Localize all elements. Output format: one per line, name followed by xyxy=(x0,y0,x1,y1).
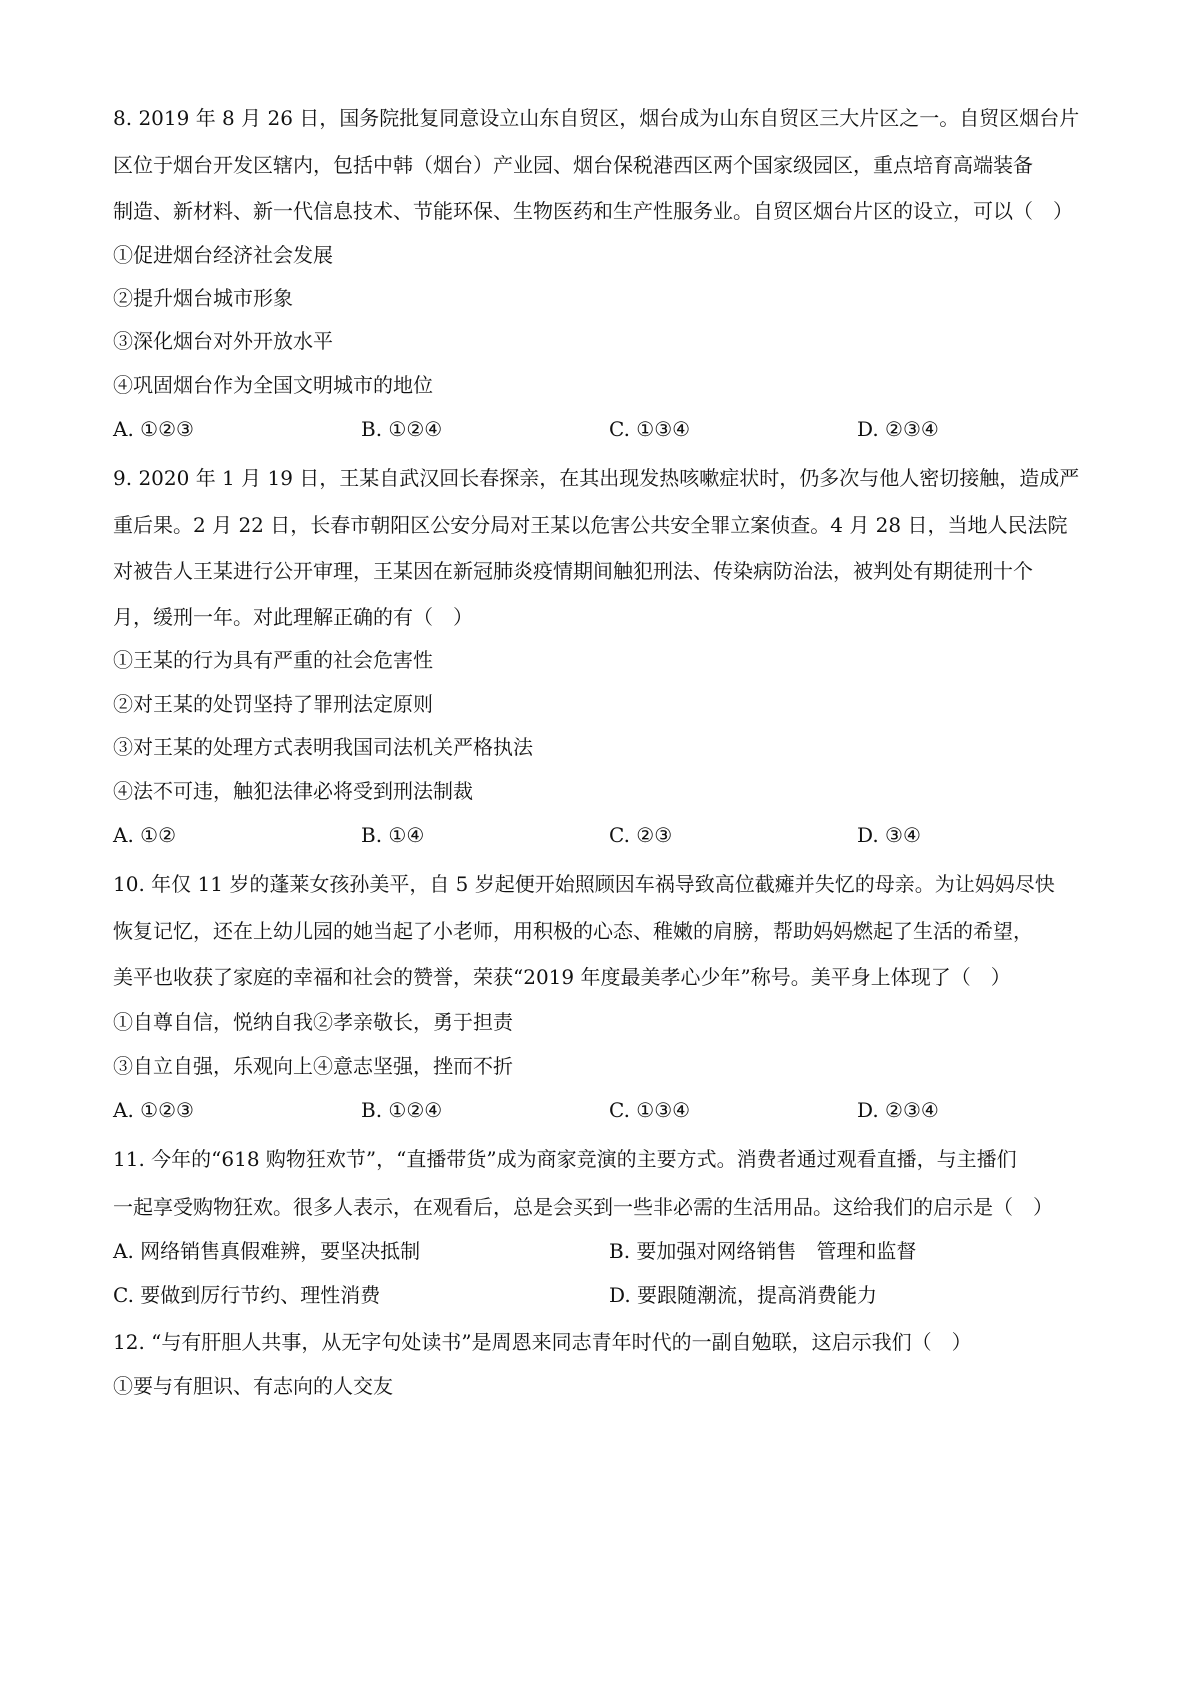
q9-stem-line-1: 9. 2020 年 1 月 19 日，王某自武汉回长春探亲，在其出现发热咳嗽症状时，仍多次与他人密切接触，造成严 xyxy=(113,466,1080,490)
q10-options xyxy=(113,1096,1103,1124)
q8-stem-line-1: 8. 2019 年 8 月 26 日，国务院批复同意设立山东自贸区，烟台成为山东自贸区三大片区之一。自贸区烟台片 xyxy=(113,106,1080,130)
q10-option-c: C. ①③④ xyxy=(609,1098,691,1122)
q8-statement-4: ④巩固烟台作为全国文明城市的地位 xyxy=(113,373,433,397)
q8-stem-line-3: 制造、新材料、新一代信息技术、节能环保、生物医药和生产性服务业。自贸区烟台片区的设立，可以（ ） xyxy=(113,199,1073,223)
q8-option-d: D. ②③④ xyxy=(857,417,939,441)
q8-statement-1: ①促进烟台经济社会发展 xyxy=(113,243,333,267)
q9-option-b: B. ①④ xyxy=(361,823,425,847)
q9-option-c: C. ②③ xyxy=(609,823,673,847)
q11-stem-line-1: 11. 今年的“618 购物狂欢节”，“直播带货”成为商家竞演的主要方式。消费者通过观看直播，与主播们 xyxy=(113,1147,1017,1171)
q11-option-d: D. 要跟随潮流，提高消费能力 xyxy=(609,1283,878,1307)
q8-statement-3: ③深化烟台对外开放水平 xyxy=(113,329,333,353)
q8-options xyxy=(113,415,1103,443)
q10-statement-1: ①自尊自信，悦纳自我②孝亲敬长，勇于担责 xyxy=(113,1010,513,1034)
q9-stem-line-2: 重后果。2 月 22 日，长春市朝阳区公安分局对王某以危害公共安全罪立案侦查。4 月 28 日，当地人民法院 xyxy=(113,513,1068,537)
q9-options xyxy=(113,821,1103,849)
q11-options-row-1 xyxy=(113,1237,1103,1265)
q9-option-a: A. ①② xyxy=(113,823,177,847)
q11-options-row-2 xyxy=(113,1281,1103,1309)
q8-stem-line-2: 区位于烟台开发区辖内，包括中韩（烟台）产业园、烟台保税港西区两个国家级园区，重点培育高端装备 xyxy=(113,153,1033,177)
q9-statement-3: ③对王某的处理方式表明我国司法机关严格执法 xyxy=(113,735,533,759)
q9-stem-line-4: 月，缓刑一年。对此理解正确的有（ ） xyxy=(113,605,473,629)
q9-statement-2: ②对王某的处罚坚持了罪刑法定原则 xyxy=(113,692,433,716)
q9-statement-4: ④法不可违，触犯法律必将受到刑法制裁 xyxy=(113,779,473,803)
q10-statement-2: ③自立自强，乐观向上④意志坚强，挫而不折 xyxy=(113,1054,513,1078)
q8-statement-2: ②提升烟台城市形象 xyxy=(113,286,293,310)
q9-stem-line-3: 对被告人王某进行公开审理，王某因在新冠肺炎疫情期间触犯刑法、传染病防治法，被判处有期徒刑十个 xyxy=(113,559,1033,583)
q12-statement-1: ①要与有胆识、有志向的人交友 xyxy=(113,1374,393,1398)
q8-option-b: B. ①②④ xyxy=(361,417,443,441)
q10-stem-line-3: 美平也收获了家庭的幸福和社会的赞誉，荣获“2019 年度最美孝心少年”称号。美平身上体现了（ ） xyxy=(113,965,1011,989)
q8-option-c: C. ①③④ xyxy=(609,417,691,441)
q11-option-c: C. 要做到厉行节约、理性消费 xyxy=(113,1283,381,1307)
q10-stem-line-2: 恢复记忆，还在上幼儿园的她当起了小老师，用积极的心态、稚嫩的肩膀，帮助妈妈燃起了生活的希望， xyxy=(113,919,1033,943)
q11-stem-line-2: 一起享受购物狂欢。很多人表示，在观看后，总是会买到一些非必需的生活用品。这给我们的启示是（ ） xyxy=(113,1195,1053,1219)
q11-option-b: B. 要加强对网络销售 管理和监督 xyxy=(609,1239,917,1263)
q10-option-b: B. ①②④ xyxy=(361,1098,443,1122)
q9-option-d: D. ③④ xyxy=(857,823,921,847)
q10-stem-line-1: 10. 年仅 11 岁的蓬莱女孩孙美平，自 5 岁起便开始照顾因车祸导致高位截瘫并失忆的母亲。为让妈妈尽快 xyxy=(113,872,1055,896)
q11-option-a: A. 网络销售真假难辨，要坚决抵制 xyxy=(113,1239,421,1263)
q9-statement-1: ①王某的行为具有严重的社会危害性 xyxy=(113,648,433,672)
q12-stem-line-1: 12. “与有肝胆人共事，从无字句处读书”是周恩来同志青年时代的一副自勉联，这启示我们（ ） xyxy=(113,1330,972,1354)
q10-option-d: D. ②③④ xyxy=(857,1098,939,1122)
q10-option-a: A. ①②③ xyxy=(113,1098,194,1122)
q8-option-a: A. ①②③ xyxy=(113,417,194,441)
